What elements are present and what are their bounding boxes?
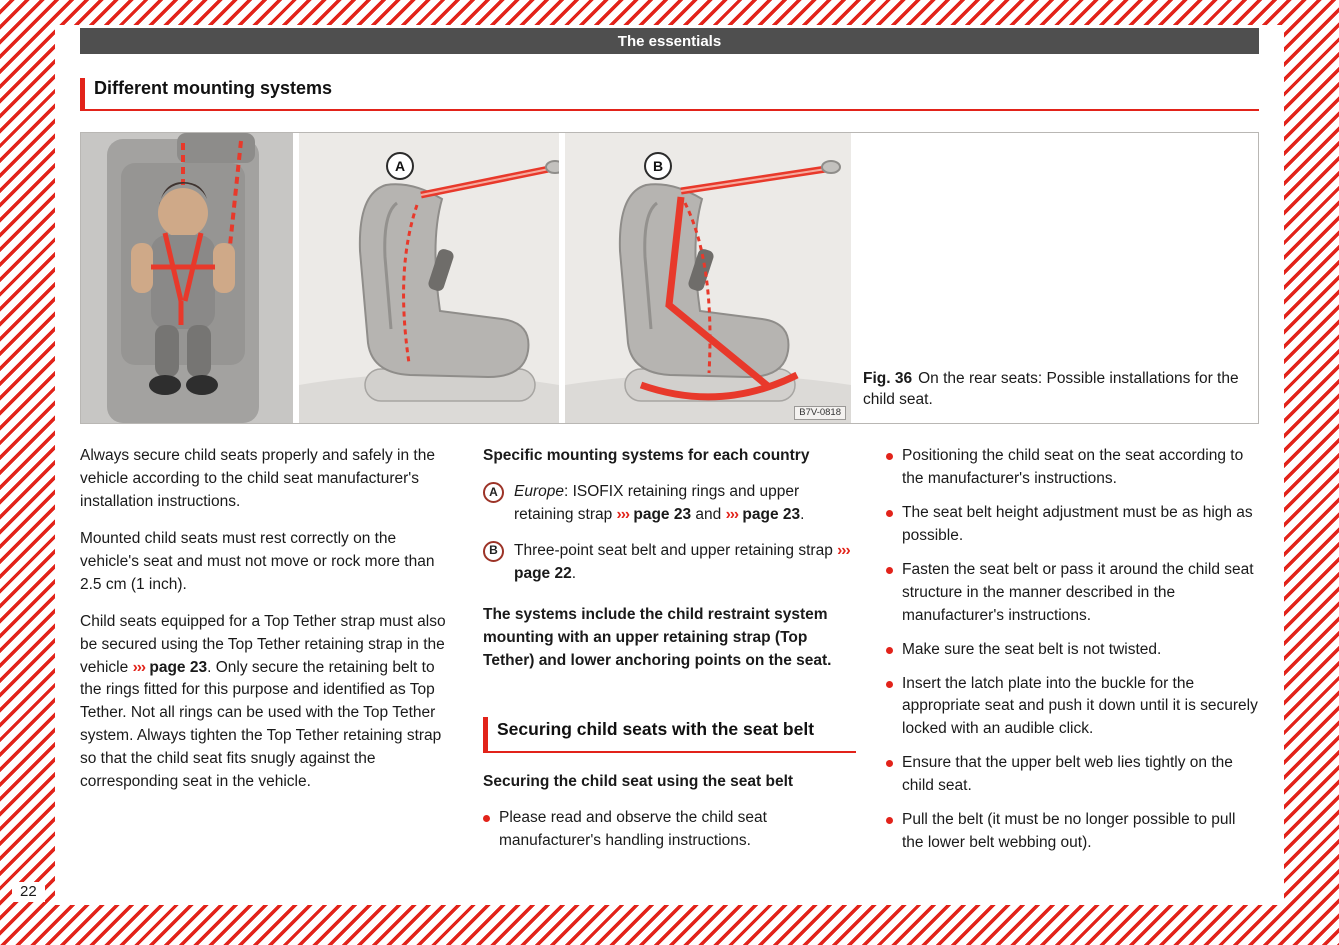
bold-note: The systems include the child restraint system mounting with an upper retaining strap (Top Tether) and lower anchoring points on the seat. <box>483 605 832 669</box>
marker-b-icon: B <box>483 541 504 562</box>
page-ref-arrow: ››› <box>616 505 630 523</box>
subsection-heading-specific-mounting: Specific mounting systems for each country <box>483 447 810 464</box>
bullet-icon <box>886 647 893 654</box>
rear-seat-photo <box>81 133 293 423</box>
bullet-icon <box>886 510 893 517</box>
list-item-text: Ensure that the upper belt web lies tightly on the child seat. <box>902 754 1233 795</box>
list-item-text: The seat belt height adjustment must be as high as possible. <box>902 503 1253 544</box>
paragraph: Mounted child seats must rest correctly on the vehicle's seat and must not move or rock more than 2.5 cm (1 inch). <box>80 529 435 593</box>
column-1 <box>80 445 453 866</box>
bullet-icon <box>886 817 893 824</box>
figure-image-code: B7V-0818 <box>794 406 846 420</box>
list-item <box>483 807 856 853</box>
text: . <box>800 505 805 523</box>
list-item <box>886 809 1259 855</box>
list-item <box>886 752 1259 798</box>
text: : ISOFIX retaining rings and upper retaining strap <box>514 482 800 523</box>
bullet-icon <box>886 760 893 767</box>
text: . <box>571 564 577 582</box>
page-number: 22 <box>12 882 45 902</box>
list-item-text: Insert the latch plate into the buckle for the appropriate seat and push it down until it is securely locked with an audible click. <box>902 674 1258 738</box>
page-ref-arrow: ››› <box>837 541 850 559</box>
list-item-text: Positioning the child seat on the seat according to the manufacturer's instructions. <box>902 447 1244 487</box>
page-ref-link[interactable]: page 22 <box>514 564 572 582</box>
section-title-different-mounting-systems: Different mounting systems <box>80 78 1259 111</box>
list-item-text: Pull the belt (it must be no longer possible to pull the lower belt webbing out). <box>902 811 1236 852</box>
list-item <box>886 445 1259 491</box>
list-item-text: Please read and observe the child seat manufacturer's handling instructions. <box>499 809 767 850</box>
child-seat-a-illustration <box>299 133 564 423</box>
page-ref-link[interactable]: page 23 <box>149 658 208 676</box>
page-ref-link[interactable]: page 23 <box>742 505 801 523</box>
country-name: Europe <box>514 482 564 500</box>
marker-a-icon: A <box>483 482 504 503</box>
mounting-item-b-text <box>514 540 856 586</box>
text: and <box>695 505 722 523</box>
header-title: The essentials <box>617 32 722 50</box>
list-item-text: Make sure the seat belt is not twisted. <box>902 640 1162 658</box>
header-bar <box>80 28 1259 54</box>
figure-36 <box>80 132 1259 424</box>
bullet-icon <box>483 815 490 822</box>
paragraph-text: Child seats equipped for a Top Tether strap must also be secured using the Top Tether retaining strap in the vehicle <box>80 612 446 676</box>
list-item-text: Fasten the seat belt or pass it around the child seat structure in the manner described in the manufacturer's instructions. <box>902 560 1254 624</box>
figure-caption-label: Fig. 36 <box>863 369 913 387</box>
column-3 <box>886 445 1259 866</box>
text: Three-point seat belt and upper retaining strap <box>514 541 833 559</box>
figure-caption <box>851 133 1258 423</box>
paragraph: Always secure child seats properly and safely in the vehicle according to the child seat manufacturer's installation instructions. <box>80 447 435 510</box>
bullet-icon <box>886 567 893 574</box>
column-2 <box>483 445 856 866</box>
bullet-icon <box>886 453 893 460</box>
page-content <box>55 25 1284 905</box>
mounting-item-b <box>483 540 856 586</box>
list-item <box>886 559 1259 628</box>
paragraph-text: . Only secure the retaining belt to the rings fitted for this purpose and identified as Top Tether. Not all rings can be used with the Top Tether system. Always tighten the Top Tether retaining strap so that the child seat fits snugly against the corresponding seat in the vehicle. <box>80 658 442 791</box>
page-ref-arrow: ››› <box>132 658 146 676</box>
subsection-heading-securing-seat-belt: Securing the child seat using the seat belt <box>483 773 794 791</box>
list-item <box>886 639 1259 662</box>
text-columns <box>80 445 1259 866</box>
mounting-item-a <box>483 481 856 527</box>
figure-label-b: B <box>644 152 672 180</box>
list-item <box>886 502 1259 548</box>
figure-image <box>81 133 851 423</box>
child-seat-b-illustration <box>565 133 851 423</box>
paragraph <box>80 611 453 795</box>
page-ref-arrow: ››› <box>725 505 739 523</box>
list-item <box>886 673 1259 742</box>
child-seat-illustration <box>81 133 851 423</box>
page-ref-link[interactable]: page 23 <box>633 505 692 523</box>
mounting-item-a-text <box>514 481 856 527</box>
bullet-icon <box>886 681 893 688</box>
figure-caption-text: On the rear seats: Possible installations for the child seat. <box>863 369 1239 409</box>
figure-label-a: A <box>386 152 414 180</box>
section-title-securing-child-seats: Securing child seats with the seat belt <box>483 717 856 754</box>
